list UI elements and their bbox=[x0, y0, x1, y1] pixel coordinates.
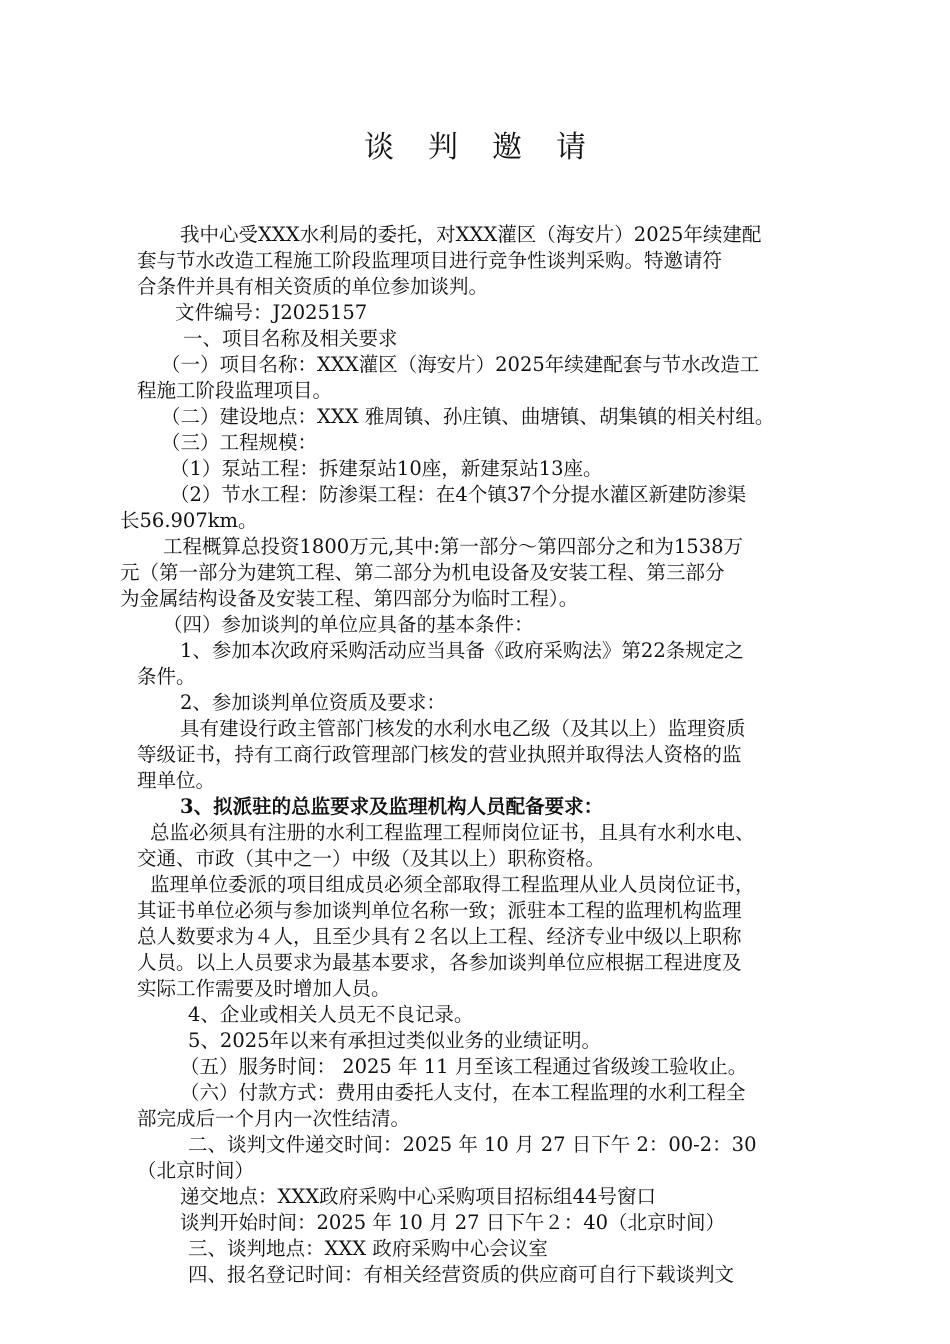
text-line: 部完成后一个月内一次性结清。 bbox=[137, 1107, 411, 1130]
document-title: 谈判邀请 bbox=[364, 130, 620, 165]
text-line: 工程概算总投资1800万元,其中:第一部分～第四部分之和为1538万 bbox=[163, 535, 744, 558]
section-heading: 四、报名登记时间：有相关经营资质的供应商可自行下载谈判文 bbox=[188, 1263, 735, 1286]
section-heading: 三、谈判地点：XXX 政府采购中心会议室 bbox=[188, 1237, 548, 1260]
text-line: 理单位。 bbox=[137, 769, 216, 792]
text-line: （1）泵站工程：拆建泵站10座，新建泵站13座。 bbox=[170, 457, 603, 480]
text-line: 元（第一部分为建筑工程、第二部分为机电设备及安装工程、第三部分 bbox=[120, 561, 725, 584]
text-line: 谈判开始时间：2025 年 10 月 27 日下午２：40（北京时间） bbox=[180, 1211, 726, 1234]
text-line: 2、参加谈判单位资质及要求： bbox=[180, 691, 446, 714]
text-line: 1、参加本次政府采购活动应当具备《政府采购法》第22条规定之 bbox=[180, 639, 744, 662]
text-line: 4、企业或相关人员无不良记录。 bbox=[188, 1003, 474, 1026]
text-line: 具有建设行政主管部门核发的水利水电乙级（及其以上）监理资质 bbox=[180, 717, 746, 740]
text-line: 人员。以上人员要求为最基本要求，各参加谈判单位应根据工程进度及 bbox=[137, 951, 742, 974]
text-line: 其证书单位必须与参加谈判单位名称一致；派驻本工程的监理机构监理 bbox=[137, 899, 742, 922]
text-line: （二）建设地点：XXX 雅周镇、孙庄镇、曲塘镇、胡集镇的相关村组。 bbox=[161, 405, 775, 428]
text-line: （五）服务时间： 2025 年 11 月至该工程通过省级竣工验收止。 bbox=[180, 1055, 748, 1078]
text-line: 合条件并具有相关资质的单位参加谈判。 bbox=[137, 275, 489, 298]
section-heading: 二、谈判文件递交时间：2025 年 10 月 27 日下午 2：00-2：30 bbox=[188, 1133, 757, 1156]
text-line: （四）参加谈判的单位应具备的基本条件： bbox=[163, 613, 534, 636]
text-line: 我中心受XXX水利局的委托，对XXX灌区（海安片）2025年续建配 bbox=[180, 223, 762, 246]
section-heading: 一、项目名称及相关要求 bbox=[183, 327, 398, 350]
text-line: 监理单位委派的项目组成员必须全部取得工程监理从业人员岗位证书， bbox=[150, 873, 755, 896]
text-line: 程施工阶段监理项目。 bbox=[137, 379, 333, 402]
text-line: （2）节水工程：防渗渠工程：在4个镇37个分提水灌区新建防渗渠 bbox=[170, 483, 747, 506]
text-line: 长56.907km。 bbox=[120, 509, 258, 532]
text-line: 文件编号：J2025157 bbox=[175, 301, 368, 324]
text-line: （六）付款方式：费用由委托人支付，在本工程监理的水利工程全 bbox=[180, 1081, 746, 1104]
text-line: 5、2025年以来有承担过类似业务的业绩证明。 bbox=[188, 1029, 602, 1052]
text-line: 条件。 bbox=[137, 665, 196, 688]
text-line: 总监必须具有注册的水利工程监理工程师岗位证书，且具有水利水电、 bbox=[150, 821, 755, 844]
text-line: （三）工程规模： bbox=[161, 431, 318, 454]
text-line: 等级证书，持有工商行政管理部门核发的营业执照并取得法人资格的监 bbox=[137, 743, 742, 766]
text-line: 套与节水改造工程施工阶段监理项目进行竞争性谈判采购。特邀请符 bbox=[137, 249, 723, 272]
text-line: （北京时间） bbox=[137, 1159, 255, 1182]
text-line: （一）项目名称：XXX灌区（海安片）2025年续建配套与节水改造工 bbox=[161, 353, 760, 376]
text-line: 为金属结构设备及安装工程、第四部分为临时工程）。 bbox=[120, 587, 579, 610]
bold-heading: 3、拟派驻的总监要求及监理机构人员配备要求： bbox=[180, 795, 604, 818]
text-line: 递交地点：XXX政府采购中心采购项目招标组44号窗口 bbox=[180, 1185, 656, 1208]
text-line: 实际工作需要及时增加人员。 bbox=[137, 977, 391, 1000]
text-line: 交通、市政（其中之一）中级（及其以上）职称资格。 bbox=[137, 847, 606, 870]
text-line: 总人数要求为４人，且至少具有２名以上工程、经济专业中级以上职称 bbox=[137, 925, 742, 948]
